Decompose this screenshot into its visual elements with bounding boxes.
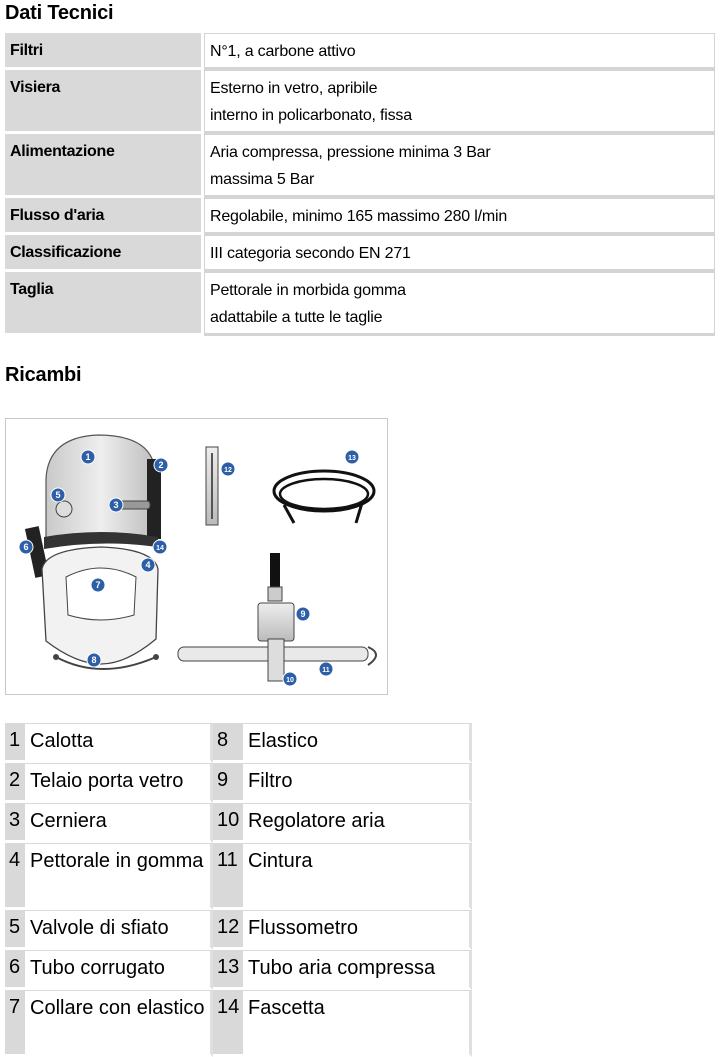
- diagram-label-text: 12: [224, 467, 232, 474]
- elastic-end-shape: [153, 654, 159, 660]
- part-name: Calotta: [25, 723, 213, 763]
- parts-row: [5, 950, 472, 990]
- spec-key: Visiera: [5, 70, 204, 134]
- spec-value-line: Pettorale in morbida gomma: [210, 282, 406, 299]
- spec-value: [204, 235, 715, 272]
- diagram-label-badge: [154, 458, 168, 472]
- hood-shape: [46, 435, 156, 539]
- parts-row: [5, 843, 472, 910]
- elastic-end-shape: [53, 654, 59, 660]
- diagram-label-text: 14: [156, 545, 164, 552]
- part-name: Tubo aria compressa: [243, 950, 472, 990]
- spec-value: [204, 134, 715, 198]
- part-number: 10: [213, 803, 243, 843]
- part-number: 8: [213, 723, 243, 763]
- part-number: 3: [5, 803, 25, 843]
- parts-diagram-drawing: [6, 419, 387, 694]
- part-number: 5: [5, 910, 25, 950]
- diagram-label-text: 8: [91, 655, 97, 665]
- spec-value: [204, 33, 715, 70]
- part-name: Cintura: [243, 843, 472, 910]
- diagram-label-badge: [109, 498, 123, 512]
- spec-row: [5, 33, 715, 70]
- spec-value-line: III categoria secondo EN 271: [210, 245, 411, 262]
- spec-value: [204, 198, 715, 235]
- diagram-label-text: 1: [85, 452, 91, 462]
- spec-value-line: Aria compressa, pressione minima 3 Bar: [210, 144, 491, 161]
- diagram-label-text: 6: [23, 542, 29, 552]
- diagram-label-text: 13: [348, 455, 356, 462]
- part-number: 11: [213, 843, 243, 910]
- collar-shape: [66, 568, 136, 620]
- spec-value-line: Regolabile, minimo 165 massimo 280 l/min: [210, 208, 508, 225]
- diagram-label-text: 2: [158, 460, 164, 470]
- spec-value-line: interno in policarbonato, fissa: [210, 107, 412, 124]
- hose-coil-shape: [274, 471, 374, 511]
- diagram-label-badge: [91, 578, 105, 592]
- buckle-shape: [368, 647, 376, 665]
- section-title-dati-tecnici: Dati Tecnici: [5, 2, 114, 24]
- parts-row: [5, 763, 472, 803]
- parts-table: [5, 723, 472, 1057]
- spec-value: [204, 272, 715, 336]
- spec-row: [5, 70, 715, 134]
- part-number: 9: [213, 763, 243, 803]
- part-name: Valvole di sfiato: [25, 910, 213, 950]
- part-name: Fascetta: [243, 990, 472, 1057]
- part-name: Collare con elastico: [25, 990, 213, 1057]
- spec-row: [5, 134, 715, 198]
- diagram-label-text: 9: [300, 609, 306, 619]
- part-name: Telaio porta vetro: [25, 763, 213, 803]
- parts-diagram: [5, 418, 388, 695]
- filter-neck-shape: [268, 587, 282, 601]
- part-number: 4: [5, 843, 25, 910]
- spec-key: Flusso d'aria: [5, 198, 204, 235]
- spec-value-line: massima 5 Bar: [210, 171, 315, 188]
- spec-value-line: adattabile a tutte le taglie: [210, 309, 383, 326]
- spec-key: Alimentazione: [5, 134, 204, 198]
- diagram-label-text: 10: [286, 677, 294, 684]
- diagram-label-badge: [319, 662, 333, 676]
- part-number: 13: [213, 950, 243, 990]
- spec-key: Taglia: [5, 272, 204, 336]
- part-name: Cerniera: [25, 803, 213, 843]
- part-number: 2: [5, 763, 25, 803]
- diagram-label-badge: [81, 450, 95, 464]
- diagram-label-badge: [87, 653, 101, 667]
- valve-shape: [56, 501, 72, 517]
- diagram-label-badge: [51, 488, 65, 502]
- parts-row: [5, 723, 472, 763]
- spec-key: Filtri: [5, 33, 204, 70]
- assembly-tube-shape: [270, 553, 280, 589]
- spec-value-line: Esterno in vetro, apribile: [210, 80, 378, 97]
- diagram-label-text: 3: [113, 500, 119, 510]
- spec-row: [5, 235, 715, 272]
- parts-row: [5, 990, 472, 1057]
- section-title-ricambi: Ricambi: [5, 364, 82, 386]
- diagram-label-badge: [19, 540, 33, 554]
- diagram-label-badge: [345, 450, 359, 464]
- diagram-label-text: 11: [322, 667, 330, 674]
- diagram-label-text: 5: [55, 490, 61, 500]
- diagram-label-text: 7: [95, 580, 101, 590]
- spec-row: [5, 198, 715, 235]
- diagram-label-badge: [296, 607, 310, 621]
- parts-row: [5, 803, 472, 843]
- regulator-shape: [268, 639, 284, 681]
- specs-table: [5, 33, 715, 336]
- part-name: Pettorale in gomma: [25, 843, 213, 910]
- filter-shape: [258, 603, 294, 641]
- part-name: Flussometro: [243, 910, 472, 950]
- part-number: 12: [213, 910, 243, 950]
- parts-row: [5, 910, 472, 950]
- diagram-label-badge: [141, 558, 155, 572]
- part-name: Elastico: [243, 723, 472, 763]
- spec-key: Classificazione: [5, 235, 204, 272]
- part-number: 14: [213, 990, 243, 1057]
- part-name: Regolatore aria: [243, 803, 472, 843]
- diagram-label-text: 4: [145, 560, 151, 570]
- part-name: Tubo corrugato: [25, 950, 213, 990]
- part-number: 1: [5, 723, 25, 763]
- diagram-label-badge: [283, 672, 297, 686]
- hose-coil-inner-shape: [280, 479, 368, 509]
- diagram-label-badge: [221, 462, 235, 476]
- spec-row: [5, 272, 715, 336]
- spec-value: [204, 70, 715, 134]
- part-number: 6: [5, 950, 25, 990]
- part-number: 7: [5, 990, 25, 1057]
- spec-value-line: N°1, a carbone attivo: [210, 43, 356, 60]
- part-name: Filtro: [243, 763, 472, 803]
- diagram-label-badge: [153, 540, 167, 554]
